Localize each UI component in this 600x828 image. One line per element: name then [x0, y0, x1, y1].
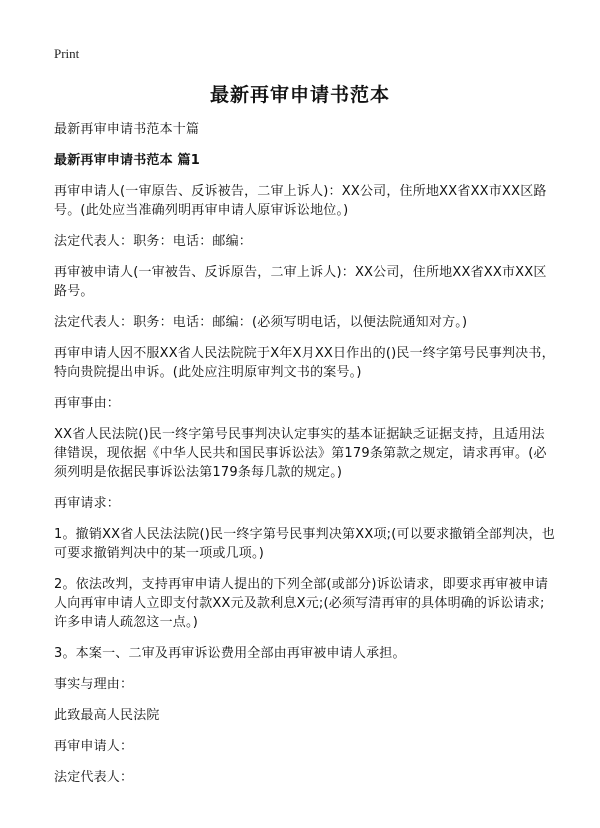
paragraph-grounds-heading: 再审事由：	[54, 396, 121, 411]
paragraph-grounds: XX省人民法院()民一终字第号民事判决认定事实的基本证据缺乏证据支持，且适用法律错误，现依据《中华人民共和国民事诉讼法》第179条第款之规定，请求再审。(必须列明是依据民事诉讼法第179条每几款的规定。)	[54, 427, 547, 480]
paragraph-legal-rep-2: 法定代表人：职务：电话：邮编：(必须写明电话，以便法院通知对方。)	[54, 315, 468, 330]
document-subtitle: 最新再审申请书范本十篇	[54, 122, 200, 137]
document-body	[54, 120, 556, 799]
paragraph-appeal-statement: 再审申请人因不服XX省人民法院院于X年X月XX日作出的()民一终字第号民事判决书，特向贵院提出申诉。(此处应注明原审判文书的案号。)	[54, 346, 555, 380]
section-heading: 最新再审申请书范本 篇1	[54, 153, 200, 168]
paragraph-signature-legal-rep: 法定代表人：	[54, 770, 134, 785]
paragraph-request-2: 2。依法改判，支持再审申请人提出的下列全部(或部分)诉讼请求，即要求再审被申请人向再审申请人立即支付款XX元及款利息X元;(必须写清再审的具体明确的诉讼请求;许多申请人疏忽这一点。)	[54, 577, 549, 630]
paragraph-request-1: 1。撤销XX省人民法法院()民一终字第号民事判决第XX项;(可以要求撤销全部判决，也可要求撤销判决中的某一项或几项。)	[54, 527, 555, 561]
paragraph-signature-applicant: 再审申请人：	[54, 739, 134, 754]
paragraph-request-3: 3。本案一、二审及再审诉讼费用全部由再审被申请人承担。	[54, 646, 406, 661]
paragraph-applicant: 再审申请人(一审原告、反诉被告，二审上诉人)：XX公司，住所地XX省XX市XX区路号。(此处应当准确列明再审申请人原审诉讼地位。)	[54, 184, 547, 218]
paragraph-respondent: 再审被申请人(一审被告、反诉原告，二审上诉人)：XX公司，住所地XX省XX市XX区路号。	[54, 265, 547, 299]
print-label: Print	[54, 46, 80, 61]
paragraph-requests-heading: 再审请求：	[54, 496, 121, 511]
paragraph-facts-heading: 事实与理由：	[54, 677, 134, 692]
paragraph-legal-rep-1: 法定代表人：职务：电话：邮编：	[54, 234, 253, 249]
document-title: 最新再审申请书范本	[209, 84, 390, 106]
paragraph-addressee: 此致最高人民法院	[54, 708, 160, 723]
